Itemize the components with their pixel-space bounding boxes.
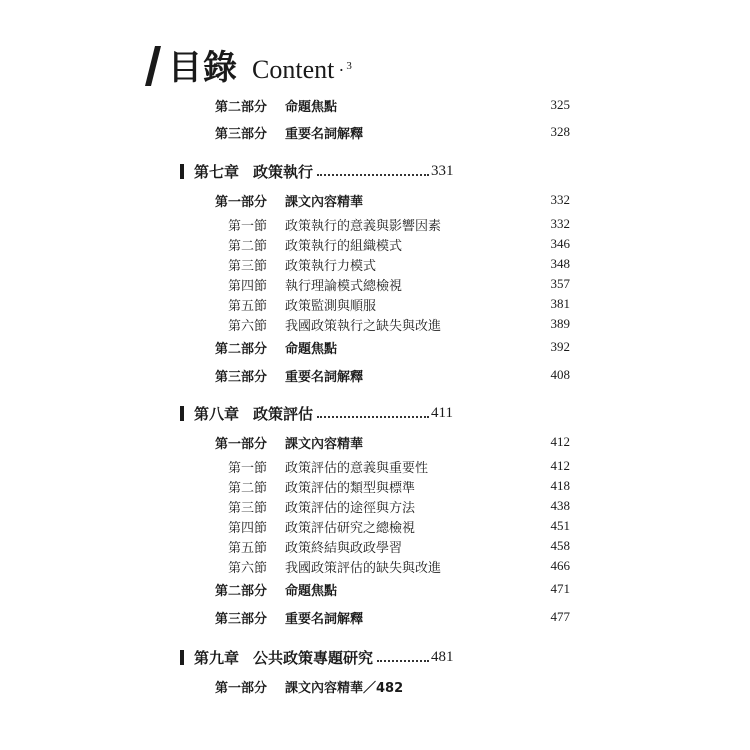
toc-entry-part[interactable] <box>215 432 570 452</box>
page-title-zh: 目錄 <box>168 48 238 88</box>
chapter-9-heading[interactable] <box>180 646 454 668</box>
section-label: 第四節 <box>228 520 268 536</box>
page-number: 418 <box>550 478 570 493</box>
page-number: 438 <box>550 498 570 513</box>
section-label: 第二節 <box>228 480 268 496</box>
section-label: 第三節 <box>228 258 268 274</box>
part-label: 第二部分 <box>215 99 268 115</box>
toc-entry-section[interactable] <box>228 456 570 476</box>
section-label: 第四節 <box>228 278 268 294</box>
page-number: 392 <box>550 339 570 354</box>
chapter-marker <box>180 406 184 421</box>
page-number: 346 <box>550 236 570 251</box>
title-slash-decoration <box>145 46 161 86</box>
chapter-title: 政策評估 <box>253 404 314 423</box>
toc-entry-section[interactable] <box>228 516 570 536</box>
section-title: 政策評估的途徑與方法 <box>285 500 416 516</box>
page-number: 348 <box>550 256 570 271</box>
part-label: 第二部分 <box>215 583 268 599</box>
part-label: 第一部分 <box>215 436 268 452</box>
part-title: 命題焦點 <box>285 341 338 357</box>
page-number: 451 <box>550 518 570 533</box>
section-title: 政策執行力模式 <box>285 258 377 274</box>
page-title-en: Content <box>252 55 335 84</box>
part-title: 命題焦點 <box>285 583 338 599</box>
toc-entry-part[interactable] <box>215 365 570 385</box>
chapter-7-heading[interactable] <box>180 160 454 182</box>
chapter-marker <box>180 164 184 179</box>
part-title: 課文內容精華 <box>285 194 364 210</box>
part-title: 重要名詞解釋 <box>285 126 364 142</box>
chapter-label: 第七章 <box>194 162 240 181</box>
chapter-title: 公共政策專題研究 <box>253 648 374 667</box>
section-title: 政策評估的意義與重要性 <box>285 460 429 476</box>
toc-entry-part[interactable] <box>215 676 570 696</box>
toc-entry-part[interactable] <box>215 607 570 627</box>
section-label: 第五節 <box>228 540 268 556</box>
page-number: 389 <box>550 316 570 331</box>
page-number: 408 <box>550 367 570 382</box>
section-label: 第五節 <box>228 298 268 314</box>
page-number: 332 <box>550 216 570 231</box>
toc-entry-part[interactable] <box>215 337 570 357</box>
section-title: 政策監測與順服 <box>285 298 377 314</box>
chapter-page-number: 481 <box>431 648 454 665</box>
page-number: 477 <box>550 609 570 624</box>
chapter-marker <box>180 650 184 665</box>
part-label: 第三部分 <box>215 611 268 627</box>
section-label: 第六節 <box>228 318 268 334</box>
section-title: 政策終結與政政學習 <box>285 540 403 556</box>
section-title: 政策評估的類型與標準 <box>285 480 416 496</box>
leader-dots <box>317 415 429 418</box>
title-separator: · <box>338 60 345 80</box>
part-label: 第三部分 <box>215 126 268 142</box>
page-number: 328 <box>550 124 570 139</box>
part-label: 第一部分 <box>215 194 268 210</box>
chapter-title: 政策執行 <box>253 162 314 181</box>
part-title: 命題焦點 <box>285 99 338 115</box>
page-number: 381 <box>550 296 570 311</box>
toc-entry-part[interactable] <box>215 579 570 599</box>
chapter-label: 第九章 <box>194 648 240 667</box>
section-label: 第一節 <box>228 460 268 476</box>
page-number: 471 <box>550 581 570 596</box>
toc-entry-section[interactable] <box>228 294 570 314</box>
section-label: 第六節 <box>228 560 268 576</box>
chapter-page-number: 411 <box>431 404 453 421</box>
section-title: 我國政策執行之缺失與改進 <box>285 318 442 334</box>
toc-entry-section[interactable] <box>228 214 570 234</box>
toc-entry-section[interactable] <box>228 496 570 516</box>
section-label: 第二節 <box>228 238 268 254</box>
page-number: 357 <box>550 276 570 291</box>
part-label: 第一部分 <box>215 680 268 696</box>
chapter-label: 第八章 <box>194 404 240 423</box>
section-label: 第一節 <box>228 218 268 234</box>
toc-entry-section[interactable] <box>228 234 570 254</box>
page-number: 412 <box>550 434 570 449</box>
toc-entry-part[interactable] <box>215 95 570 115</box>
part-label: 第二部分 <box>215 341 268 357</box>
toc-entry-part[interactable] <box>215 190 570 210</box>
section-title: 政策執行的組織模式 <box>285 238 403 254</box>
section-label: 第三節 <box>228 500 268 516</box>
page-number: 466 <box>550 558 570 573</box>
leader-dots <box>317 173 429 176</box>
toc-entry-section[interactable] <box>228 314 570 334</box>
section-title: 政策執行的意義與影響因素 <box>285 218 442 234</box>
page-header <box>150 40 352 90</box>
part-title: 重要名詞解釋 <box>285 369 364 385</box>
chapter-page-number: 331 <box>431 162 454 179</box>
part-title: 重要名詞解釋 <box>285 611 364 627</box>
toc-entry-section[interactable] <box>228 254 570 274</box>
page-number: 412 <box>550 458 570 473</box>
leader-dots <box>377 659 429 662</box>
toc-entry-section[interactable] <box>228 476 570 496</box>
toc-entry-section[interactable] <box>228 536 570 556</box>
page-number: 458 <box>550 538 570 553</box>
toc-entry-section[interactable] <box>228 274 570 294</box>
toc-entry-part[interactable] <box>215 122 570 142</box>
part-label: 第三部分 <box>215 369 268 385</box>
part-title: 課文內容精華／482 <box>285 680 404 696</box>
section-title: 我國政策評估的缺失與改進 <box>285 560 442 576</box>
page-number: 325 <box>550 97 570 112</box>
chapter-8-heading[interactable] <box>180 402 453 424</box>
header-page-number: 3 <box>346 60 352 72</box>
part-title: 課文內容精華 <box>285 436 364 452</box>
section-title: 政策評估研究之總檢視 <box>285 520 416 536</box>
toc-entry-section[interactable] <box>228 556 570 576</box>
page-number: 332 <box>550 192 570 207</box>
section-title: 執行理論模式總檢視 <box>285 278 403 294</box>
